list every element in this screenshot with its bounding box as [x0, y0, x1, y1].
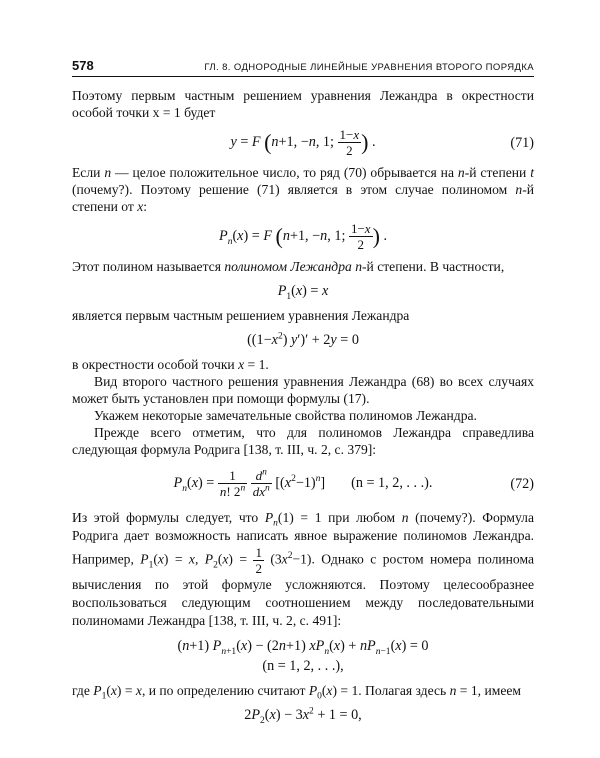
page-number: 578: [72, 58, 94, 73]
equation-72-range: (n = 1, 2, . . .).: [351, 474, 433, 491]
paragraph-8: Прежде всего отметим, что для полиномов Лежандра справедлива следующая формула Родрига [138, т. III, ч. 2, с. 379]:: [72, 425, 534, 457]
paragraph-7: Укажем некоторые замечательные свойства полиномов Лежандра.: [94, 408, 477, 423]
equation-72-number: (72): [510, 475, 534, 492]
equation-71: y = F (n+1, −n, 1; $\frac{1-x}{2}$ ) . (71): [230, 127, 534, 158]
paragraph-3: Этот полином называется полиномом Лежандра n-й степени. В частности,: [72, 259, 505, 274]
equation-p2: $2P_2(x) - 3x^2 + 1 = 0$,: [244, 706, 362, 726]
term-legendre-polynomial: полиномом Лежандра: [224, 259, 352, 274]
paragraph-5: в окрестности особой точки x = 1.: [72, 357, 269, 372]
equation-legendre: $((1-x^2) y')' + 2y = 0$: [247, 331, 359, 348]
equation-legendre-polynomial: $P_n(x) = F$ (n+1, −n, 1; $\frac{1-x}{2}$ ) .: [219, 221, 387, 252]
equation-recurrence: (n+1) $P_{n+1}(x) - (2n+1) xP_n(x) + nP_{n-1}(x) = 0$: [177, 638, 429, 657]
paragraph-10: где $P_1(x) = x$, и по определению считают $P_0(x) = 1$. Полагая здесь n = 1, имеем: [72, 683, 522, 702]
paragraph-1: Поэтому первым частным решением уравнения Лежандра в окрестности особой точки x = 1 будет: [72, 88, 534, 120]
paragraph-6: Вид второго частного решения уравнения Лежандра (68) во всех случаях может быть установлен при помощи формулы (17).: [72, 374, 534, 406]
equation-recurrence-range: (n = 1, 2, . . .),: [262, 658, 344, 674]
paragraph-2: Если n — целое положительное число, то ряд (70) обрывается на n-й степени t (почему?). Поэтому решение (71) является в этом случае полиномом n-й степени от x:: [72, 165, 534, 214]
paragraph-4: является первым частным решением уравнения Лежандра: [72, 308, 410, 323]
page-header: [72, 58, 534, 77]
running-head: ГЛ. 8. ОДНОРОДНЫЕ ЛИНЕЙНЫЕ УРАВНЕНИЯ ВТОРОГО ПОРЯДКА: [204, 62, 534, 73]
equation-71-number: (71): [510, 134, 534, 151]
equation-p1: $P_1(x) = x$: [277, 283, 329, 302]
paragraph-9: Из этой формулы следует, что $P_n(1) = 1$ при любом n (почему?). Формула Родрига дает возможность написать явное выражение полиномов Лежандра. Например, $P_1(x) = x$, $P_2(x)$ = $\frac{1}{2}$ $(3x^2-1)$. Однако с ростом номера полинома вычисления по этой формуле усложняются. Поэтому целесообразнее воспользоваться следующим соотношением между последовательными полиномами Лежандра [138, т. III, ч. 2, с. 491]:: [72, 510, 534, 628]
book-page: [72, 58, 534, 731]
equation-72-rodrigues: $P_n(x)$ = $\frac{1}{n! 2^n}$ $\frac{d^n}{dx^n}$ $[(x^2-1)^n] (n = 1$, 2, . . .). (72): [173, 467, 534, 499]
